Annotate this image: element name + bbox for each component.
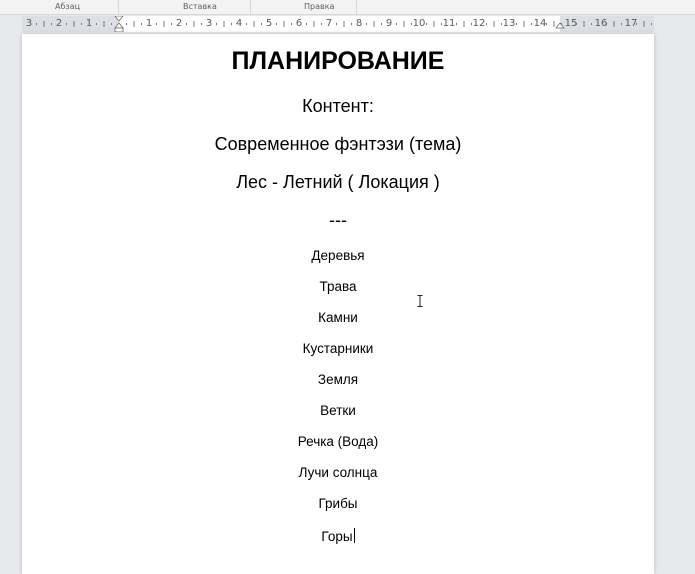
list-item[interactable]: Ветки xyxy=(320,403,356,418)
ruler-number: 1 xyxy=(85,18,93,29)
ruler-number: 3 xyxy=(25,18,33,29)
ruler-number: 11 xyxy=(442,18,456,29)
ruler-number: 2 xyxy=(175,18,183,29)
horizontal-ruler[interactable] xyxy=(22,16,654,32)
hanging-indent-marker[interactable] xyxy=(115,23,123,28)
ruler-number: 5 xyxy=(265,18,273,29)
theme-line[interactable]: Современное фэнтэзи (тема) xyxy=(214,134,462,154)
ruler-number: 3 xyxy=(205,18,213,29)
ribbon-group-editing: Правка xyxy=(304,2,335,11)
ruler-number: 12 xyxy=(472,18,486,29)
ribbon-group-paragraph: Абзац xyxy=(55,2,81,11)
ruler-number: 8 xyxy=(355,18,363,29)
separator-line[interactable]: --- xyxy=(329,210,347,230)
ruler-number: 2 xyxy=(55,18,63,29)
ribbon-divider xyxy=(356,0,357,14)
list-item[interactable]: Земля xyxy=(317,372,359,387)
ribbon-divider xyxy=(118,0,119,14)
list-item[interactable]: Деревья xyxy=(311,248,365,263)
ruler-ticks xyxy=(22,16,654,32)
ruler-number: 13 xyxy=(502,18,516,29)
list-item[interactable]: Камни xyxy=(318,310,358,325)
ruler-number: 9 xyxy=(385,18,393,29)
list-item-text: Горы xyxy=(321,529,353,544)
document-page[interactable] xyxy=(22,34,654,574)
ruler-number: 6 xyxy=(295,18,303,29)
content-label[interactable]: Контент: xyxy=(302,96,374,116)
ibeam-cursor-icon xyxy=(417,295,423,307)
left-indent-marker[interactable] xyxy=(115,28,123,32)
right-indent-marker[interactable] xyxy=(556,23,564,28)
list-item[interactable]: Речка (Вода) xyxy=(297,434,379,449)
ruler-number: 7 xyxy=(325,18,333,29)
ruler-number: 10 xyxy=(412,18,426,29)
ruler-number: 15 xyxy=(564,18,578,29)
first-line-indent-marker[interactable] xyxy=(115,16,123,21)
ruler-number: 4 xyxy=(235,18,243,29)
ruler-number: 14 xyxy=(533,18,547,29)
ruler-number: 16 xyxy=(594,18,608,29)
location-line[interactable]: Лес - Летний ( Локация ) xyxy=(236,172,440,192)
ruler-number: 17 xyxy=(624,18,638,29)
ruler-number: 1 xyxy=(145,18,153,29)
list-item-last[interactable] xyxy=(22,528,654,544)
text-cursor xyxy=(354,528,355,543)
list-item[interactable]: Грибы xyxy=(318,496,358,511)
document-title[interactable]: ПЛАНИРОВАНИЕ xyxy=(231,47,445,75)
list-item[interactable]: Лучи солнца xyxy=(298,465,378,480)
list-item[interactable]: Трава xyxy=(319,279,357,294)
ribbon-group-insert: Вставка xyxy=(183,2,217,11)
ribbon-group-labels xyxy=(0,0,695,15)
ribbon-divider xyxy=(250,0,251,14)
list-item[interactable]: Кустарники xyxy=(302,341,374,356)
